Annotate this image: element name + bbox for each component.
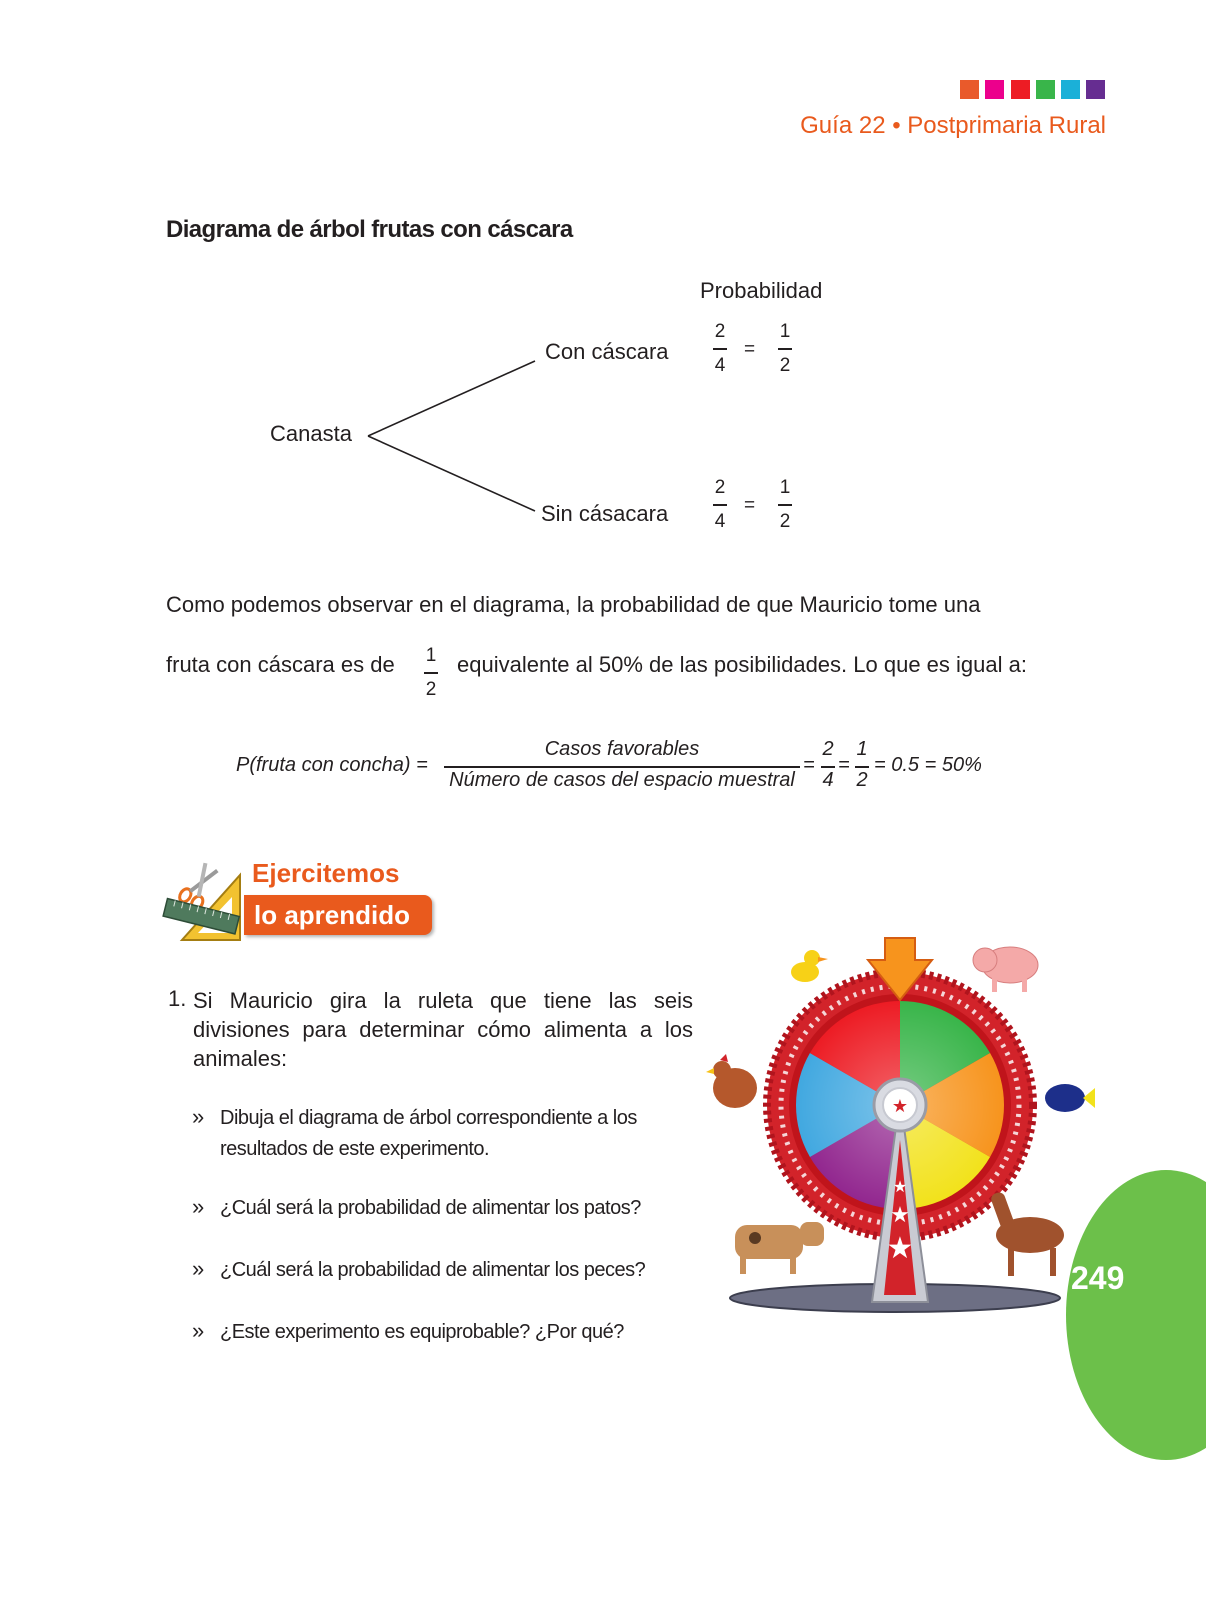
question-number: 1.: [168, 986, 187, 1011]
paragraph-line-2-end: equivalente al 50% de las posibilidades. Lo que es igual a:: [457, 652, 1027, 677]
color-square: [1011, 80, 1030, 99]
fraction-numerator: 2: [714, 477, 726, 498]
fraction-denominator: 2: [856, 769, 868, 791]
inline-fraction: [418, 645, 444, 701]
pig-icon: [973, 947, 1038, 992]
star-icon: ★: [890, 1202, 910, 1227]
fraction-denominator: 4: [822, 769, 834, 791]
bullet-1-line-1: Dibuja el diagrama de árbol correspondiente a los: [220, 1107, 637, 1129]
bullet-3: ¿Cuál será la probabilidad de alimentar los peces?: [220, 1259, 646, 1281]
bullet-4: ¿Este experimento es equiprobable? ¿Por qué?: [220, 1321, 624, 1343]
running-header: Guía 22 • Postprimaria Rural: [800, 112, 1106, 139]
tools-icon: [160, 855, 250, 945]
badge-title-line-1: Ejercitemos: [252, 858, 400, 888]
equals-sign: =: [744, 339, 756, 360]
formula-denominator: Número de casos del espacio muestral: [449, 769, 795, 791]
fraction-bar: [821, 766, 835, 768]
roulette-illustration: [700, 930, 1100, 1330]
badge-title-line-2: lo aprendido: [254, 900, 410, 930]
fraction-denominator: 2: [425, 679, 437, 700]
bullet-symbol: »: [192, 1104, 205, 1129]
fish-icon: [1045, 1084, 1095, 1112]
branch-line-top: [368, 361, 535, 436]
color-square: [1061, 80, 1080, 99]
formula-result: = 0.5 = 50%: [874, 754, 982, 776]
fraction-numerator: 1: [425, 645, 437, 666]
bullet-symbol: »: [192, 1256, 205, 1281]
page-number: 249: [1071, 1260, 1125, 1296]
bullet-symbol: »: [192, 1194, 205, 1219]
tree-branch-lines: [360, 355, 545, 520]
color-square: [985, 80, 1004, 99]
branch-label-con-cascara: Con cáscara: [545, 339, 669, 364]
bullet-2: ¿Cuál será la probabilidad de alimentar los patos?: [220, 1197, 641, 1219]
fraction: [772, 321, 798, 377]
fraction-numerator: 1: [779, 321, 791, 342]
fraction: [707, 321, 733, 377]
color-square: [1036, 80, 1055, 99]
equals-sign: =: [744, 495, 756, 516]
formula-lhs: P(fruta con concha) =: [236, 754, 428, 776]
duck-icon: [791, 950, 828, 982]
color-square: [960, 80, 979, 99]
star-icon: ★: [892, 1179, 908, 1196]
star-icon: ★: [886, 1232, 914, 1265]
branch-label-sin-cascara: Sin cásacara: [541, 501, 669, 526]
fraction-denominator: 2: [779, 511, 791, 532]
fraction-denominator: 4: [714, 355, 726, 376]
question-text: Si Mauricio gira la ruleta que tiene las seis divisiones para determinar cómo alimenta a los animales:: [193, 988, 693, 1071]
probability-header: Probabilidad: [700, 278, 823, 303]
fraction-denominator: 2: [779, 355, 791, 376]
equals-sign: =: [838, 754, 850, 776]
cow-icon: [735, 1222, 824, 1274]
fraction-numerator: 2: [822, 738, 834, 760]
paragraph-line-1: Como podemos observar en el diagrama, la probabilidad de que Mauricio tome una: [166, 592, 981, 617]
fraction-denominator: 4: [714, 511, 726, 532]
chicken-icon: [706, 1054, 757, 1108]
formula-numerator: Casos favorables: [544, 738, 700, 760]
fraction-bar: [444, 766, 800, 768]
color-square: [1086, 80, 1105, 99]
section-title: Diagrama de árbol frutas con cáscara: [166, 216, 573, 243]
fraction: [772, 477, 798, 533]
branch-line-bottom: [368, 436, 535, 511]
equals-sign: =: [803, 754, 815, 776]
fraction-numerator: 1: [856, 738, 868, 760]
horse-icon: [990, 1191, 1064, 1276]
bullet-symbol: »: [192, 1318, 205, 1343]
hub-star-icon: ★: [891, 1096, 909, 1116]
fraction-numerator: 2: [714, 321, 726, 342]
fraction: [707, 477, 733, 533]
tree-root-label: Canasta: [270, 421, 352, 446]
paragraph-line-2-start: fruta con cáscara es de: [166, 652, 395, 677]
fraction-bar: [855, 766, 869, 768]
fraction-numerator: 1: [779, 477, 791, 498]
bullet-1-line-2: resultados de este experimento.: [220, 1138, 490, 1160]
